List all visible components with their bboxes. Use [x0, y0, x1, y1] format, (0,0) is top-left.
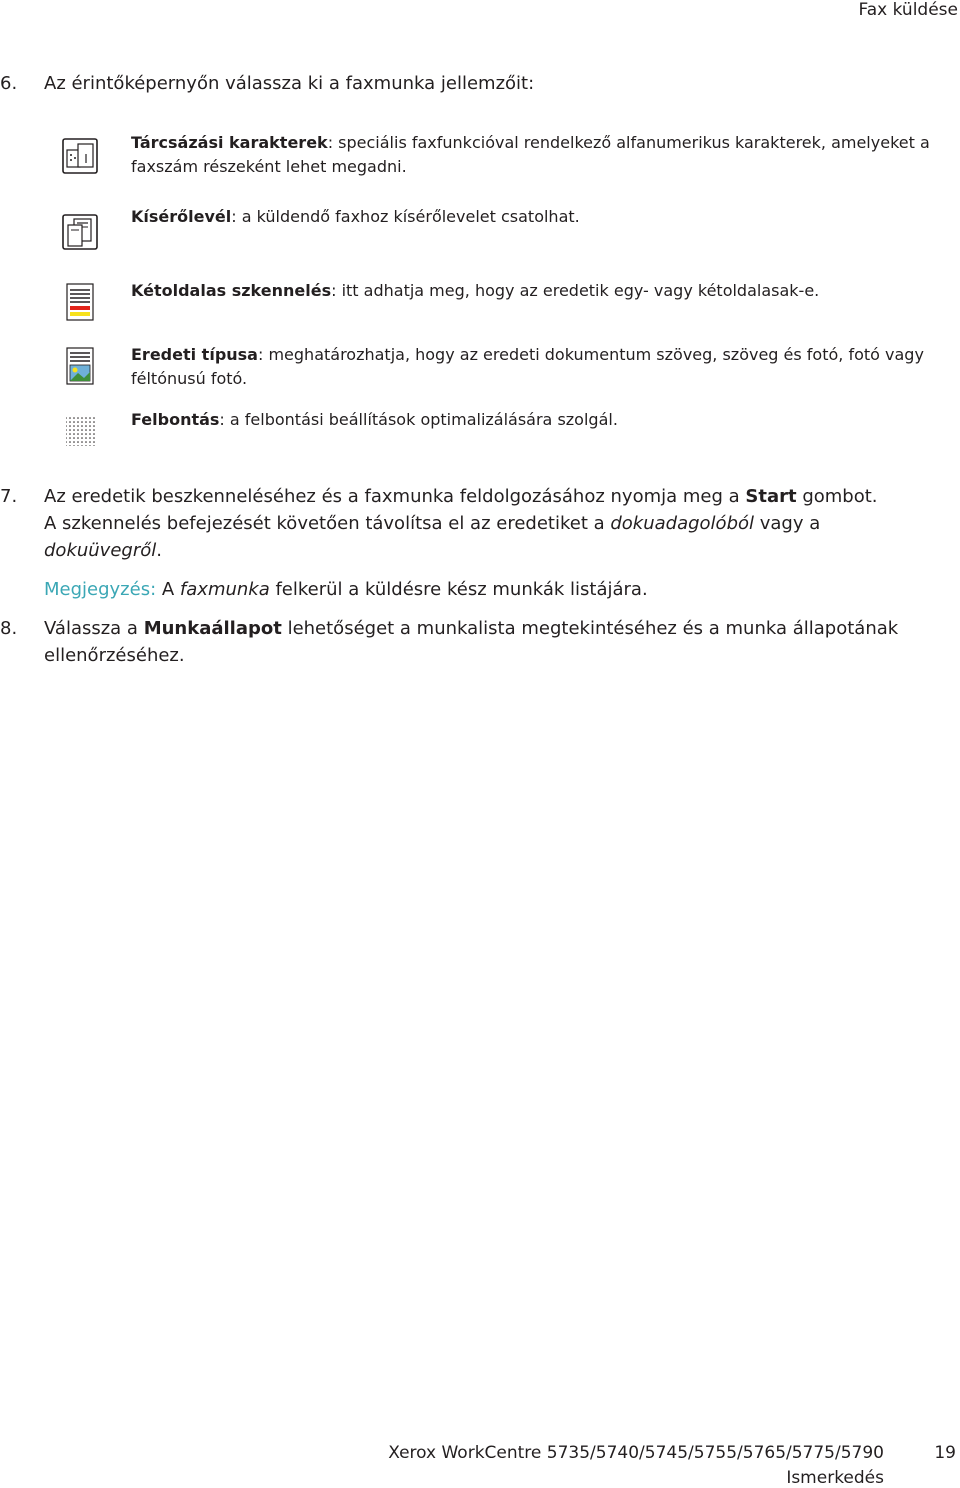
step-text-italic: dokuadagolóból [610, 513, 755, 534]
page-header-title: Fax küldése [858, 0, 958, 20]
feature-description [131, 343, 951, 391]
note-label: Megjegyzés: [44, 579, 157, 600]
feature-name: Tárcsázási karakterek [131, 133, 328, 152]
note [44, 576, 648, 603]
job-status-label: Munkaállapot [143, 618, 282, 639]
step-text [44, 615, 898, 642]
step-text-part: gombot. [796, 486, 878, 507]
original-type-icon [60, 346, 100, 386]
step-text: Az érintőképernyőn válassza ki a faxmunka jellemzőit: [44, 73, 535, 94]
two-sided-scanning-icon [60, 282, 100, 322]
step-number: 6. [0, 73, 18, 94]
feature-description [131, 131, 951, 179]
step-text-part: vagy a [754, 513, 821, 534]
cover-letter-icon [60, 212, 100, 252]
dialing-characters-icon [60, 136, 100, 176]
step-text-italic: dokuüvegről [44, 540, 157, 561]
feature-name: Kétoldalas szkennelés [131, 281, 332, 300]
note-text: felkerül a küldésre kész munkák listájára. [269, 579, 648, 600]
note-italic: faxmunka [179, 579, 270, 600]
resolution-icon [60, 412, 100, 452]
step-text-part: A szkennelés befejezését követően távolítsa el az eredetiket a [44, 513, 611, 534]
footer-product: Xerox WorkCentre 5735/5740/5745/5755/5765/5775/5790 [388, 1443, 884, 1463]
page-number: 19 [934, 1443, 956, 1463]
feature-name: Eredeti típusa [131, 345, 258, 364]
step-text-part: lehetőséget a munkalista megtekintéséhez és a munka állapotának [281, 618, 899, 639]
feature-name: Felbontás [131, 410, 220, 429]
step-text-part: . [156, 540, 162, 561]
step-text: ellenőrzéséhez. [44, 645, 185, 666]
feature-description [131, 279, 951, 303]
feature-description [131, 408, 951, 432]
step-number: 7. [0, 486, 18, 507]
note-text: A [156, 579, 180, 600]
footer-section: Ismerkedés [786, 1468, 884, 1488]
feature-desc: : a felbontási beállítások optimalizálására szolgál. [219, 410, 618, 429]
start-button-label: Start [745, 486, 797, 507]
feature-desc: : itt adhatja meg, hogy az eredetik egy- vagy kétoldalasak-e. [331, 281, 820, 300]
feature-description [131, 205, 951, 229]
feature-desc: : a küldendő faxhoz kísérőlevelet csatolhat. [231, 207, 580, 226]
step-text-part: Válassza a [44, 618, 144, 639]
feature-desc: : speciális faxfunkcióval rendelkező alfanumerikus karakterek, amelyeket a faxszám részeként lehet megadni. [131, 133, 930, 176]
step-text [44, 537, 162, 564]
step-text [44, 483, 878, 510]
step-text-part: Az eredetik beszkenneléséhez és a faxmunka feldolgozásához nyomja meg a [44, 486, 746, 507]
step-number: 8. [0, 618, 18, 639]
feature-name: Kísérőlevél [131, 207, 232, 226]
step-text [44, 510, 820, 537]
feature-desc: : meghatározhatja, hogy az eredeti dokumentum szöveg, szöveg és fotó, fotó vagy féltónusú fotó. [131, 345, 924, 388]
